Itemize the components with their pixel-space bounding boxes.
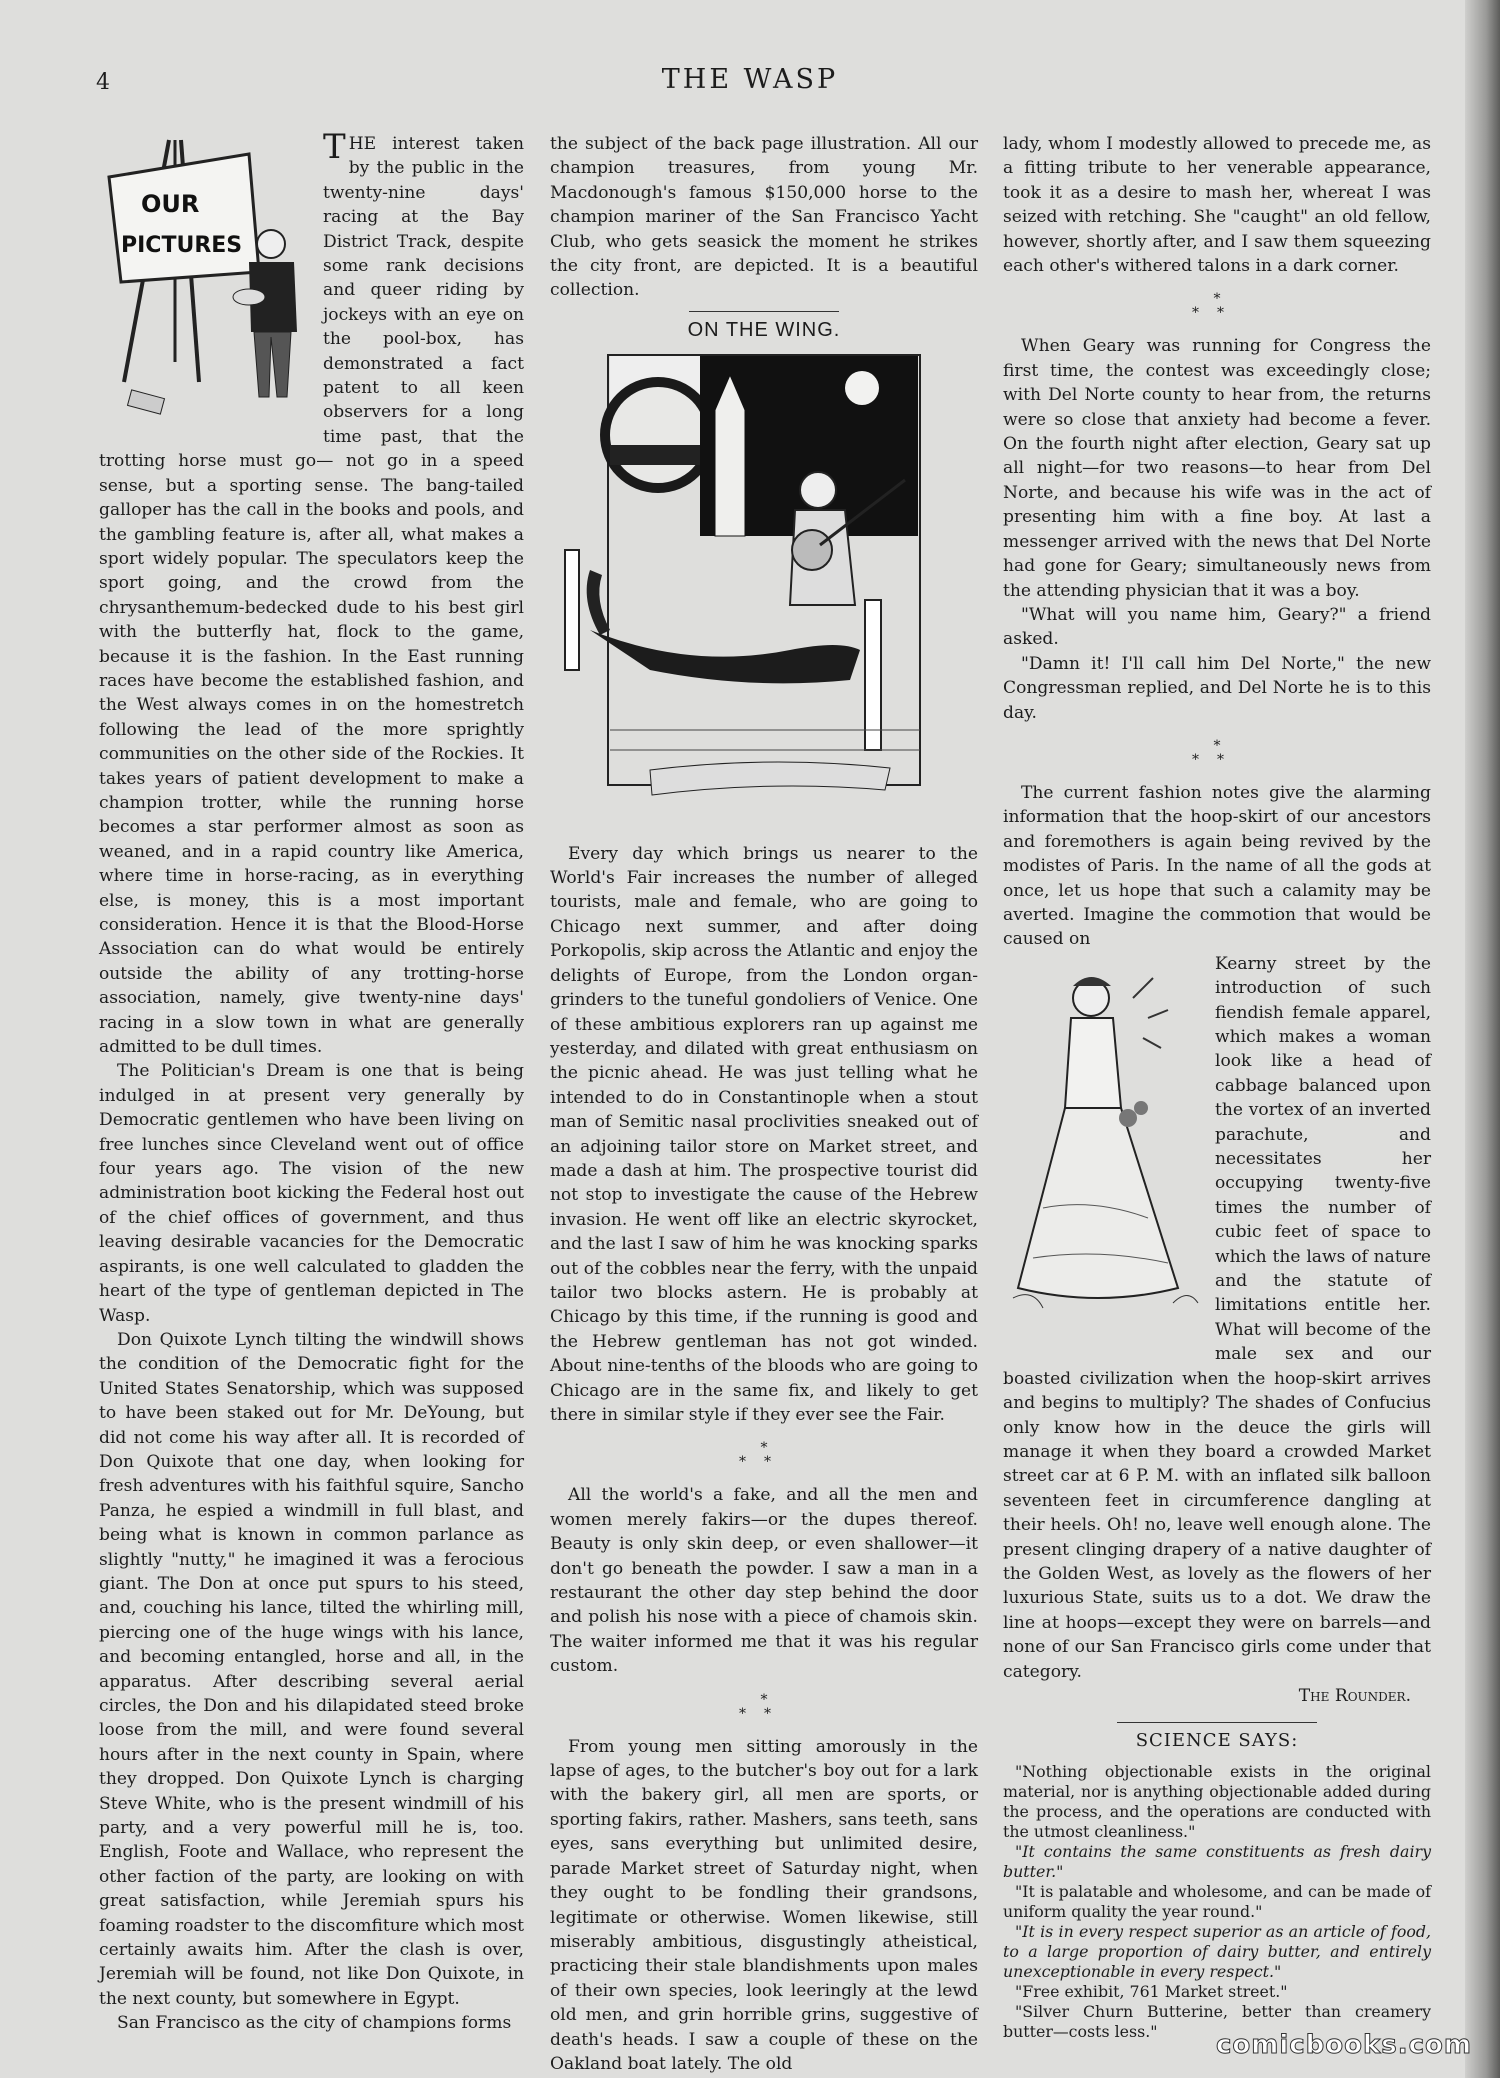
masthead: THE WASP: [661, 64, 839, 95]
science-quote: "It is palatable and wholesome, and can be made of uniform quality the year round.": [1003, 1881, 1431, 1921]
butterine-advertisement: [1003, 1762, 1431, 2042]
science-quote: "Nothing objectionable exists in the original material, nor is anything objectionable added during the process, and the operations are conducted with the utmost cleanliness.": [1003, 1761, 1431, 1841]
watermark: comicbooks.com: [1215, 2030, 1472, 2060]
section-divider-stars: * **: [1192, 737, 1242, 768]
article-world-fair-tourists: Every day which brings us nearer to the World's Fair increases the number of alleged tourists, male and female, who are going to Chicago next summer, and after doing Porkopolis, skip across the Atlantic and enjoy the delights of Europe, from the London organ-grinders to the tuneful gondoliers of Venice. One of these ambitious explorers ran up against me yesterday, and dilated with great enthusiasm on the picnic ahead. He was just telling what he intended to do in Constantinople when a stout man of Semitic nasal proclivities sneaked out of an adjoining tailor store on Market street, and made a dash at him. The prospective tourist did not stop to investigate the cause of the Hebrew invasion. He went off like an electric skyrocket, and the last I saw of him he was knocking sparks out of the cobbles near the ferry, with the unpaid tailor two blocks astern. He is probably at Chicago by this time, if the running is good and the Hebrew gentleman has not got winded. About nine-tenths of the bloods who are going to Chicago are in the same fix, and likely to get there in similar style if they ever see the Fair.: [550, 843, 978, 1425]
sign-text-pictures: PICTURES: [121, 233, 243, 258]
section-heading-science-says: SCIENCE SAYS:: [1135, 1730, 1299, 1752]
article-geary-quote-2: "Damn it! I'll call him Del Norte," the new Congressman replied, and Del Norte he is to this day.: [1003, 653, 1431, 723]
article-geary-quote-1: "What will you name him, Geary?" a friend asked.: [1003, 604, 1431, 650]
article-sporting-fakirs: From young men sitting amorously in the lapse of ages, to the butcher's boy out for a lark with the bakery girl, all men are sports, or sporting fakirs, rather. Mashers, sans teeth, sans eyes, sans everything but unlimited desire, parade Market street of Saturday night, when they ought to be fondling their grandsons, legitimate or otherwise. Women likewise, still miserably ambitious, disgustingly atheistical, practicing their stale blandishments upon males of their own species, look leeringly at the lewd old men, and grin horrible grins, suggestive of death's heads. I saw a couple of these on the Oakland boat lately. The old: [550, 1736, 978, 2074]
section-divider-stars: * **: [739, 1440, 789, 1471]
our-pictures-illustration: [99, 132, 309, 429]
page-number: 4: [96, 70, 110, 95]
drop-cap: T: [323, 127, 346, 167]
section-divider-stars: * **: [739, 1691, 789, 1722]
column-2: [550, 132, 978, 2076]
author-signature: The Rounder.: [1298, 1685, 1411, 1706]
woman-hoop-skirt-illustration: [1003, 958, 1203, 1340]
divider: [689, 311, 839, 312]
article-champions-continued: the subject of the back page illustration. All our champion treasures, from young Mr. Macdonough's famous $150,000 horse to the champion mariner of the San Francisco Yacht Club, who gets seasick the moment he strikes the city front, are depicted. It is a beautiful collection.: [550, 134, 978, 301]
page-edge-shadow: [1465, 0, 1500, 2078]
science-quote: "Free exhibit, 761 Market street.": [1015, 1981, 1288, 2001]
article-horse-racing: HE interest taken by the public in the twenty-nine days' racing at the Bay District Track, despite some rank decisions and queer riding by jockeys with an eye on the pool-box, has demonstrated a fact patent to all keen observers for a long time past, that the trotting horse must go— not go in a speed sense, but a sporting sense. The bang-tailed galloper has the call in the books and pools, and the gambling feature is, after all, what makes a sport widely popular. The speculators keep the sport going, and the crowd from the chrysanthemum-bedecked dude to his best girl with the butterfly hat, flock to the game, because it is the fashion. In the East running races have become the established fashion, and the West always comes in on the homestretch following the lead of the more sprightly communities on the other side of the Rockies. It takes years of patient development to make a champion trotter, while the running horse becomes a star performer almost as soon as weaned, and in a rapid country like America, where time in horse-racing, as in everything else, is money, this is a most important consideration. Hence it is that the Blood-Horse Association can do what would be entirely outside the ability of any trotting-horse association, namely, give twenty-nine days' racing in a slow town in what are generally admitted to be dull times.: [99, 134, 524, 1058]
science-quote: "Silver Churn Butterine, better than creamery butter—costs less.": [1003, 2001, 1431, 2041]
article-hoop-skirt-continued: Kearny street by the introduction of such fiendish female apparel, which makes a woman look like a head of cabbage balanced upon the vortex of an inverted parachute, and necessitates her occupying twenty-five times the number of cubic feet of space to which the laws of nature and the statute of limitations entitle her. What will become of the male sex and our boasted civilization when the hoop-skirt arrives and begins to multiply? The shades of Confucius only know how in the deuce the girls will manage it when they board a crowded Market street car at 6 P. M. with an inflated silk balloon seventeen feet in circumference dangling at their heels. Oh! no, leave well enough alone. The present clinging drapery of a native daughter of the Golden West, as lovely as the flowers of her luxurious State, suits us to a dot. We draw the line at hoops—except they were on barrels—and none of our San Francisco girls come under that category.: [1003, 953, 1431, 1682]
article-old-lady-continued: lady, whom I modestly allowed to precede me, as a fitting tribute to her venerable appearance, took it as a desire to mash her, whereat I was seized with retching. She "caught" an old fellow, however, shortly after, and I saw them squeezing each other's withered talons in a dark corner.: [1003, 134, 1431, 277]
article-politicians-dream: The Politician's Dream is one that is being indulged in at present very generally by Democratic gentlemen who have been living on free lunches since Cleveland went out of office four years ago. The vision of the new administration boot kicking the Federal host out of the chief offices of government, and thus leaving desirable vacancies for the Democratic aspirants, is one well calculated to gladden the heart of the type of gentleman depicted in The Wasp.: [99, 1061, 524, 1326]
article-geary-del-norte: When Geary was running for Congress the first time, the contest was exceedingly close; with Del Norte county to hear from, the returns were so close that anxiety had become a fever. On the fourth night after election, Geary sat up all night—for two reasons—to hear from Del Norte, and because his wife was in the act of presenting him with a fine boy. At last a messenger arrived with the news that Del Norte had gone for Geary; simultaneously news from the attending physician that it was a boy.: [1003, 336, 1431, 601]
gondolier-illustration: [550, 350, 978, 827]
science-quote: "It contains the same constituents as fresh dairy butter.": [1003, 1841, 1431, 1881]
column-1: [99, 127, 524, 2036]
article-worlds-a-fake: All the world's a fake, and all the men and women merely fakirs—or the dupes thereof. Beauty is only skin deep, or even shallower—it don't go beneath the powder. I saw a man in a restaurant the other day step behind the door and polish his nose with a piece of chamois skin. The waiter informed me that it was his regular custom.: [550, 1485, 978, 1677]
article-hoop-skirt: The current fashion notes give the alarming information that the hoop-skirt of our ancestors and foremothers is again being revived by the modistes of Paris. In the name of all the gods at once, let us hope that such a calamity may be averted. Imagine the commotion that would be caused on: [1003, 782, 1431, 950]
section-heading-on-the-wing: ON THE WING.: [687, 318, 841, 341]
sign-text-our: OUR: [141, 190, 200, 218]
column-3: [1003, 132, 1431, 2042]
article-don-quixote: Don Quixote Lynch tilting the windwill shows the condition of the Democratic fight for the United States Senatorship, which was supposed to have been staked out for Mr. DeYoung, but did not come his way after all. It is recorded of Don Quixote that one day, when looking for fresh adventures with his faithful squire, Sancho Panza, he espied a windmill in full blast, and being what is known in common parlance as slightly "nutty," he imagined it was a ferocious giant. The Don at once put spurs to his steed, and, couching his lance, tilted the whirling mill, piercing one of the huge wings with his lance, and becoming entangled, horse and all, in the apparatus. After describing several aerial circles, the Don and his dilapidated steed broke loose from the mill, and were found several hours after in the next county in Spain, where they dropped. Don Quixote Lynch is charging Steve White, who is the present windmill of his party, and a very powerful mill he is, too. English, Foote and Wallace, who represent the other faction of the party, are looking on with great satisfaction, while Jeremiah spurs his foaming roadster to the discomfiture which most certainly awaits him. After the clash is over, Jeremiah will be found, not like Don Quixote, in the next county, but somewhere in Egypt.: [99, 1329, 524, 2009]
divider: [1117, 1722, 1317, 1723]
science-quote: "It is in every respect superior as an article of food, to a large proportion of dairy butter, and entirely unexceptionable in every respect.": [1003, 1921, 1431, 1981]
section-divider-stars: * **: [1192, 291, 1242, 322]
article-city-of-champions: San Francisco as the city of champions forms: [117, 2013, 512, 2034]
